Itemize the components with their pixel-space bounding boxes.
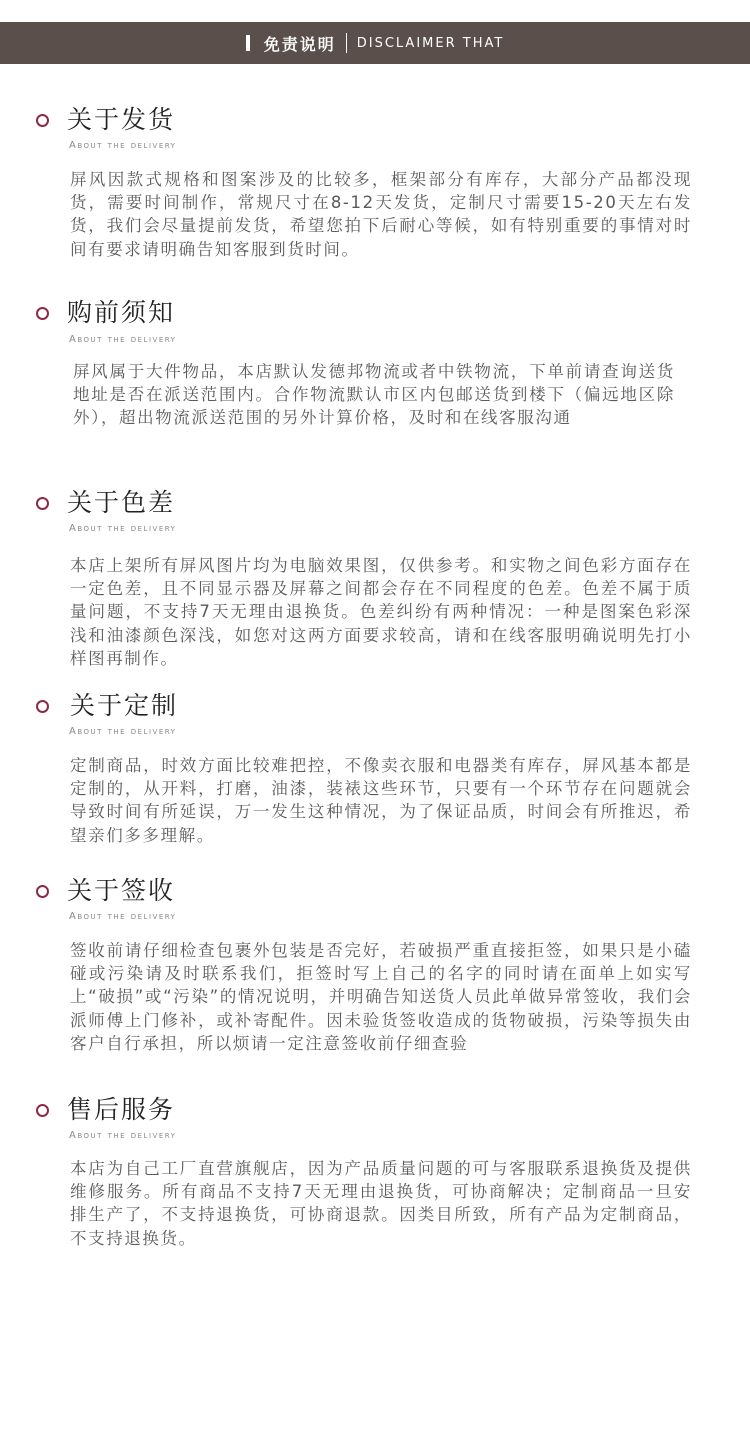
section-title: 关于定制	[70, 691, 179, 720]
circle-bullet-icon	[36, 114, 49, 127]
section-subtitle: About the delivery	[69, 726, 177, 737]
section-title: 关于签收	[67, 876, 176, 905]
section-title: 关于发货	[67, 105, 176, 134]
circle-bullet-icon	[36, 497, 49, 510]
section-title: 购前须知	[67, 298, 176, 327]
section-subtitle: About the delivery	[69, 911, 177, 922]
circle-bullet-icon	[36, 1104, 49, 1117]
section-subtitle: About the delivery	[69, 523, 177, 534]
circle-bullet-icon	[36, 307, 49, 320]
section-title: 关于色差	[67, 488, 176, 517]
section-body: 屏风因款式规格和图案涉及的比较多，框架部分有库存，大部分产品都没现货，需要时间制作，常规尺寸在8-12天发货，定制尺寸需要15-20天左右发货，我们会尽量提前发货，希望您拍下后耐心等候，如有特别重要的事情对时间有要求请明确告知客服到货时间。	[70, 170, 692, 259]
section-body: 屏风属于大件物品，本店默认发德邦物流或者中铁物流，下单前请查询送货地址是否在派送范围内。合作物流默认市区内包邮送货到楼下（偏远地区除外），超出物流派送范围的另外计算价格，及时和在线客服沟通	[73, 362, 675, 428]
section-subtitle: About the delivery	[69, 334, 177, 345]
banner-divider	[346, 33, 347, 53]
banner-title-en: DISCLAIMER THAT	[356, 35, 505, 51]
section-body: 本店上架所有屏风图片均为电脑效果图，仅供参考。和实物之间色彩方面存在一定色差，且不同显示器及屏幕之间都会存在不同程度的色差。色差不属于质量问题，不支持7天无理由退换货。色差纠纷有两种情况：一种是图案色彩深浅和油漆颜色深浅，如您对这两方面要求较高，请和在线客服明确说明先打小样图再制作。	[70, 556, 692, 668]
section-subtitle: About the delivery	[69, 140, 177, 151]
banner-title-cn: 免责说明	[263, 34, 336, 54]
circle-bullet-icon	[36, 885, 49, 898]
banner-bar-decoration	[246, 35, 250, 51]
section-body: 签收前请仔细检查包裹外包装是否完好，若破损严重直接拒签，如果只是小磕碰或污染请及时联系我们，拒签时写上自己的名字的同时请在面单上如实写上“破损”或“污染”的情况说明，并明确告知送货人员此单做异常签收，我们会派师傅上门修补，或补寄配件。因未验货签收造成的货物破损，污染等损失由客户自行承担，所以烦请一定注意签收前仔细查验	[70, 941, 692, 1053]
section-title: 售后服务	[67, 1095, 176, 1124]
section-body: 本店为自己工厂直营旗舰店，因为产品质量问题的可与客服联系退换货及提供维修服务。所有商品不支持7天无理由退换货，可协商解决；定制商品一旦安排生产了，不支持退换货，可协商退款。因类目所致，所有产品为定制商品，不支持退换货。	[70, 1159, 692, 1248]
circle-bullet-icon	[36, 700, 49, 713]
section-body: 定制商品，时效方面比较难把控，不像卖衣服和电器类有库存，屏风基本都是定制的，从开料，打磨，油漆，装裱这些环节，只要有一个环节存在问题就会导致时间有所延误，万一发生这种情况，为了保证品质，时间会有所推迟，希望亲们多多理解。	[70, 756, 692, 845]
section-subtitle: About the delivery	[69, 1130, 177, 1141]
disclaimer-banner	[0, 22, 750, 64]
